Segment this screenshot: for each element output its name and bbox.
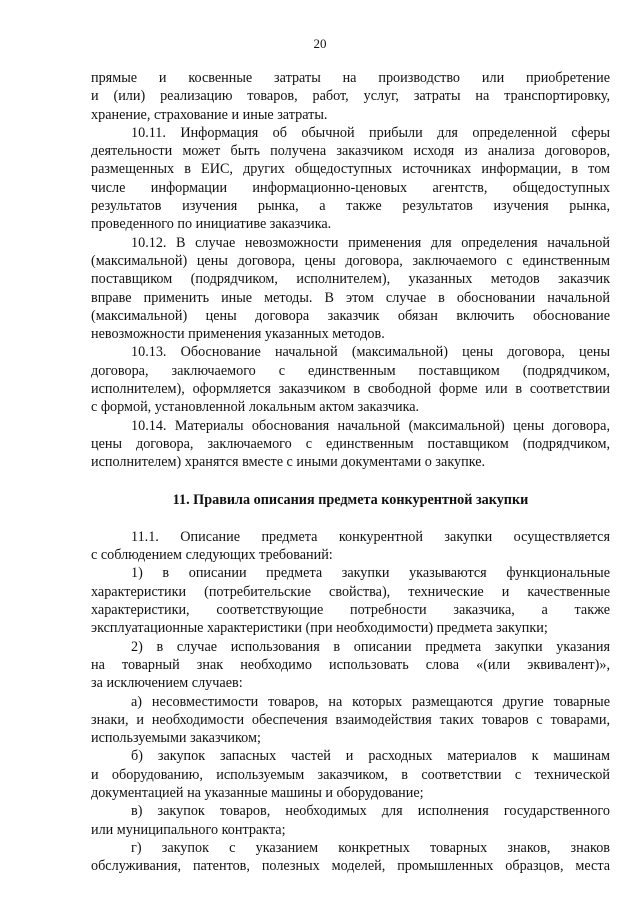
- text-line: б) закупок запасных частей и расходных материалов к машинам: [131, 748, 610, 765]
- text-line: 10.14. Материалы обоснования начальной (максимальной) цены договора,: [131, 417, 610, 434]
- text-line: исполнителем) хранятся вместе с иными документами о закупке.: [91, 454, 486, 471]
- text-line: договора, заключаемого с единственным поставщиком (подрядчиком,: [91, 362, 610, 379]
- text-line: 2) в случае использования в описании предмета закупки указания: [131, 638, 610, 655]
- text-line: характеристики (потребительские свойства), технические и качественные: [91, 583, 610, 600]
- text-block-section-11: [91, 528, 610, 876]
- text-line: 10.11. Информация об обычной прибыли для определенной сферы: [131, 124, 610, 141]
- text-line: исполнителем), оформляется заказчиком в свободной форме или в соответствии: [91, 381, 610, 398]
- text-line: а) несовместимости товаров, на которых размещаются другие товарные: [131, 693, 610, 710]
- spacer: [91, 472, 610, 491]
- text-line: размещенных в ЕИС, других общедоступных источниках информации, в том: [91, 161, 610, 178]
- text-line: за исключением случаев:: [91, 675, 243, 692]
- text-line: документацией на указанные машины и оборудование;: [91, 784, 424, 801]
- text-line: 10.12. В случае невозможности применения для определения начальной: [131, 234, 610, 251]
- page-number: 20: [313, 36, 327, 51]
- text-line: проведенного по инициативе заказчика.: [91, 216, 332, 233]
- text-line: в) закупок товаров, необходимых для исполнения государственного: [131, 803, 610, 820]
- text-line: (максимальной) цены договора заказчик обязан включить обоснование: [91, 307, 610, 324]
- text-line: хранение, страхование и иные затраты.: [91, 106, 328, 123]
- text-line: и оборудованию, используемым заказчиком, в соответствии с технической: [91, 766, 610, 783]
- text-line: цены договора, заключаемого с единственным поставщиком (подрядчиком,: [91, 435, 610, 452]
- text-line: на товарный знак необходимо использовать слова «(или эквивалент)»,: [91, 656, 610, 673]
- text-line: вправе применить иные методы. В этом случае в обосновании начальной: [91, 289, 610, 306]
- text-line: характеристики, соответствующие потребности заказчика, а также: [91, 602, 610, 619]
- text-line: обслуживания, патентов, полезных моделей, промышленных образцов, места: [91, 858, 610, 875]
- text-line: (максимальной) цены договора, цены договора, заключаемого с единственным: [91, 252, 610, 269]
- text-line: с соблюдением следующих требований:: [91, 547, 333, 564]
- document-body: [91, 69, 610, 875]
- section-heading: 11. Правила описания предмета конкурентной закупки: [172, 491, 529, 508]
- spacer: [91, 509, 610, 528]
- text-line: 11.1. Описание предмета конкурентной закупки осуществляется: [131, 528, 610, 545]
- text-line: знаки, и необходимости обеспечения взаимодействия таких товаров с товарами,: [91, 711, 610, 728]
- text-line: и (или) реализацию товаров, работ, услуг, затраты на транспортировку,: [91, 88, 610, 105]
- text-line: 1) в описании предмета закупки указываются функциональные: [131, 565, 610, 582]
- text-line: деятельности может быть получена заказчиком исходя из анализа договоров,: [91, 143, 610, 160]
- text-block-section-10: [91, 69, 610, 472]
- text-line: числе информации информационно-ценовых агентств, общедоступных: [91, 179, 610, 196]
- text-line: поставщиком (подрядчиком, исполнителем), указанных методов заказчик: [91, 271, 610, 288]
- text-line: с формой, установленной локальным актом заказчика.: [91, 399, 420, 416]
- text-line: эксплуатационные характеристики (при необходимости) предмета закупки;: [91, 620, 548, 637]
- text-line: 10.13. Обоснование начальной (максимальной) цены договора, цены: [131, 344, 610, 361]
- text-line: невозможности применения указанных методов.: [91, 326, 385, 343]
- text-line: или муниципального контракта;: [91, 821, 286, 838]
- text-line: г) закупок с указанием конкретных товарных знаков, знаков: [131, 839, 610, 856]
- text-line: результатов изучения рынка, а также результатов изучения рынка,: [91, 198, 610, 215]
- text-line: прямые и косвенные затраты на производство или приобретение: [91, 70, 610, 86]
- text-line: используемыми заказчиком;: [91, 730, 261, 747]
